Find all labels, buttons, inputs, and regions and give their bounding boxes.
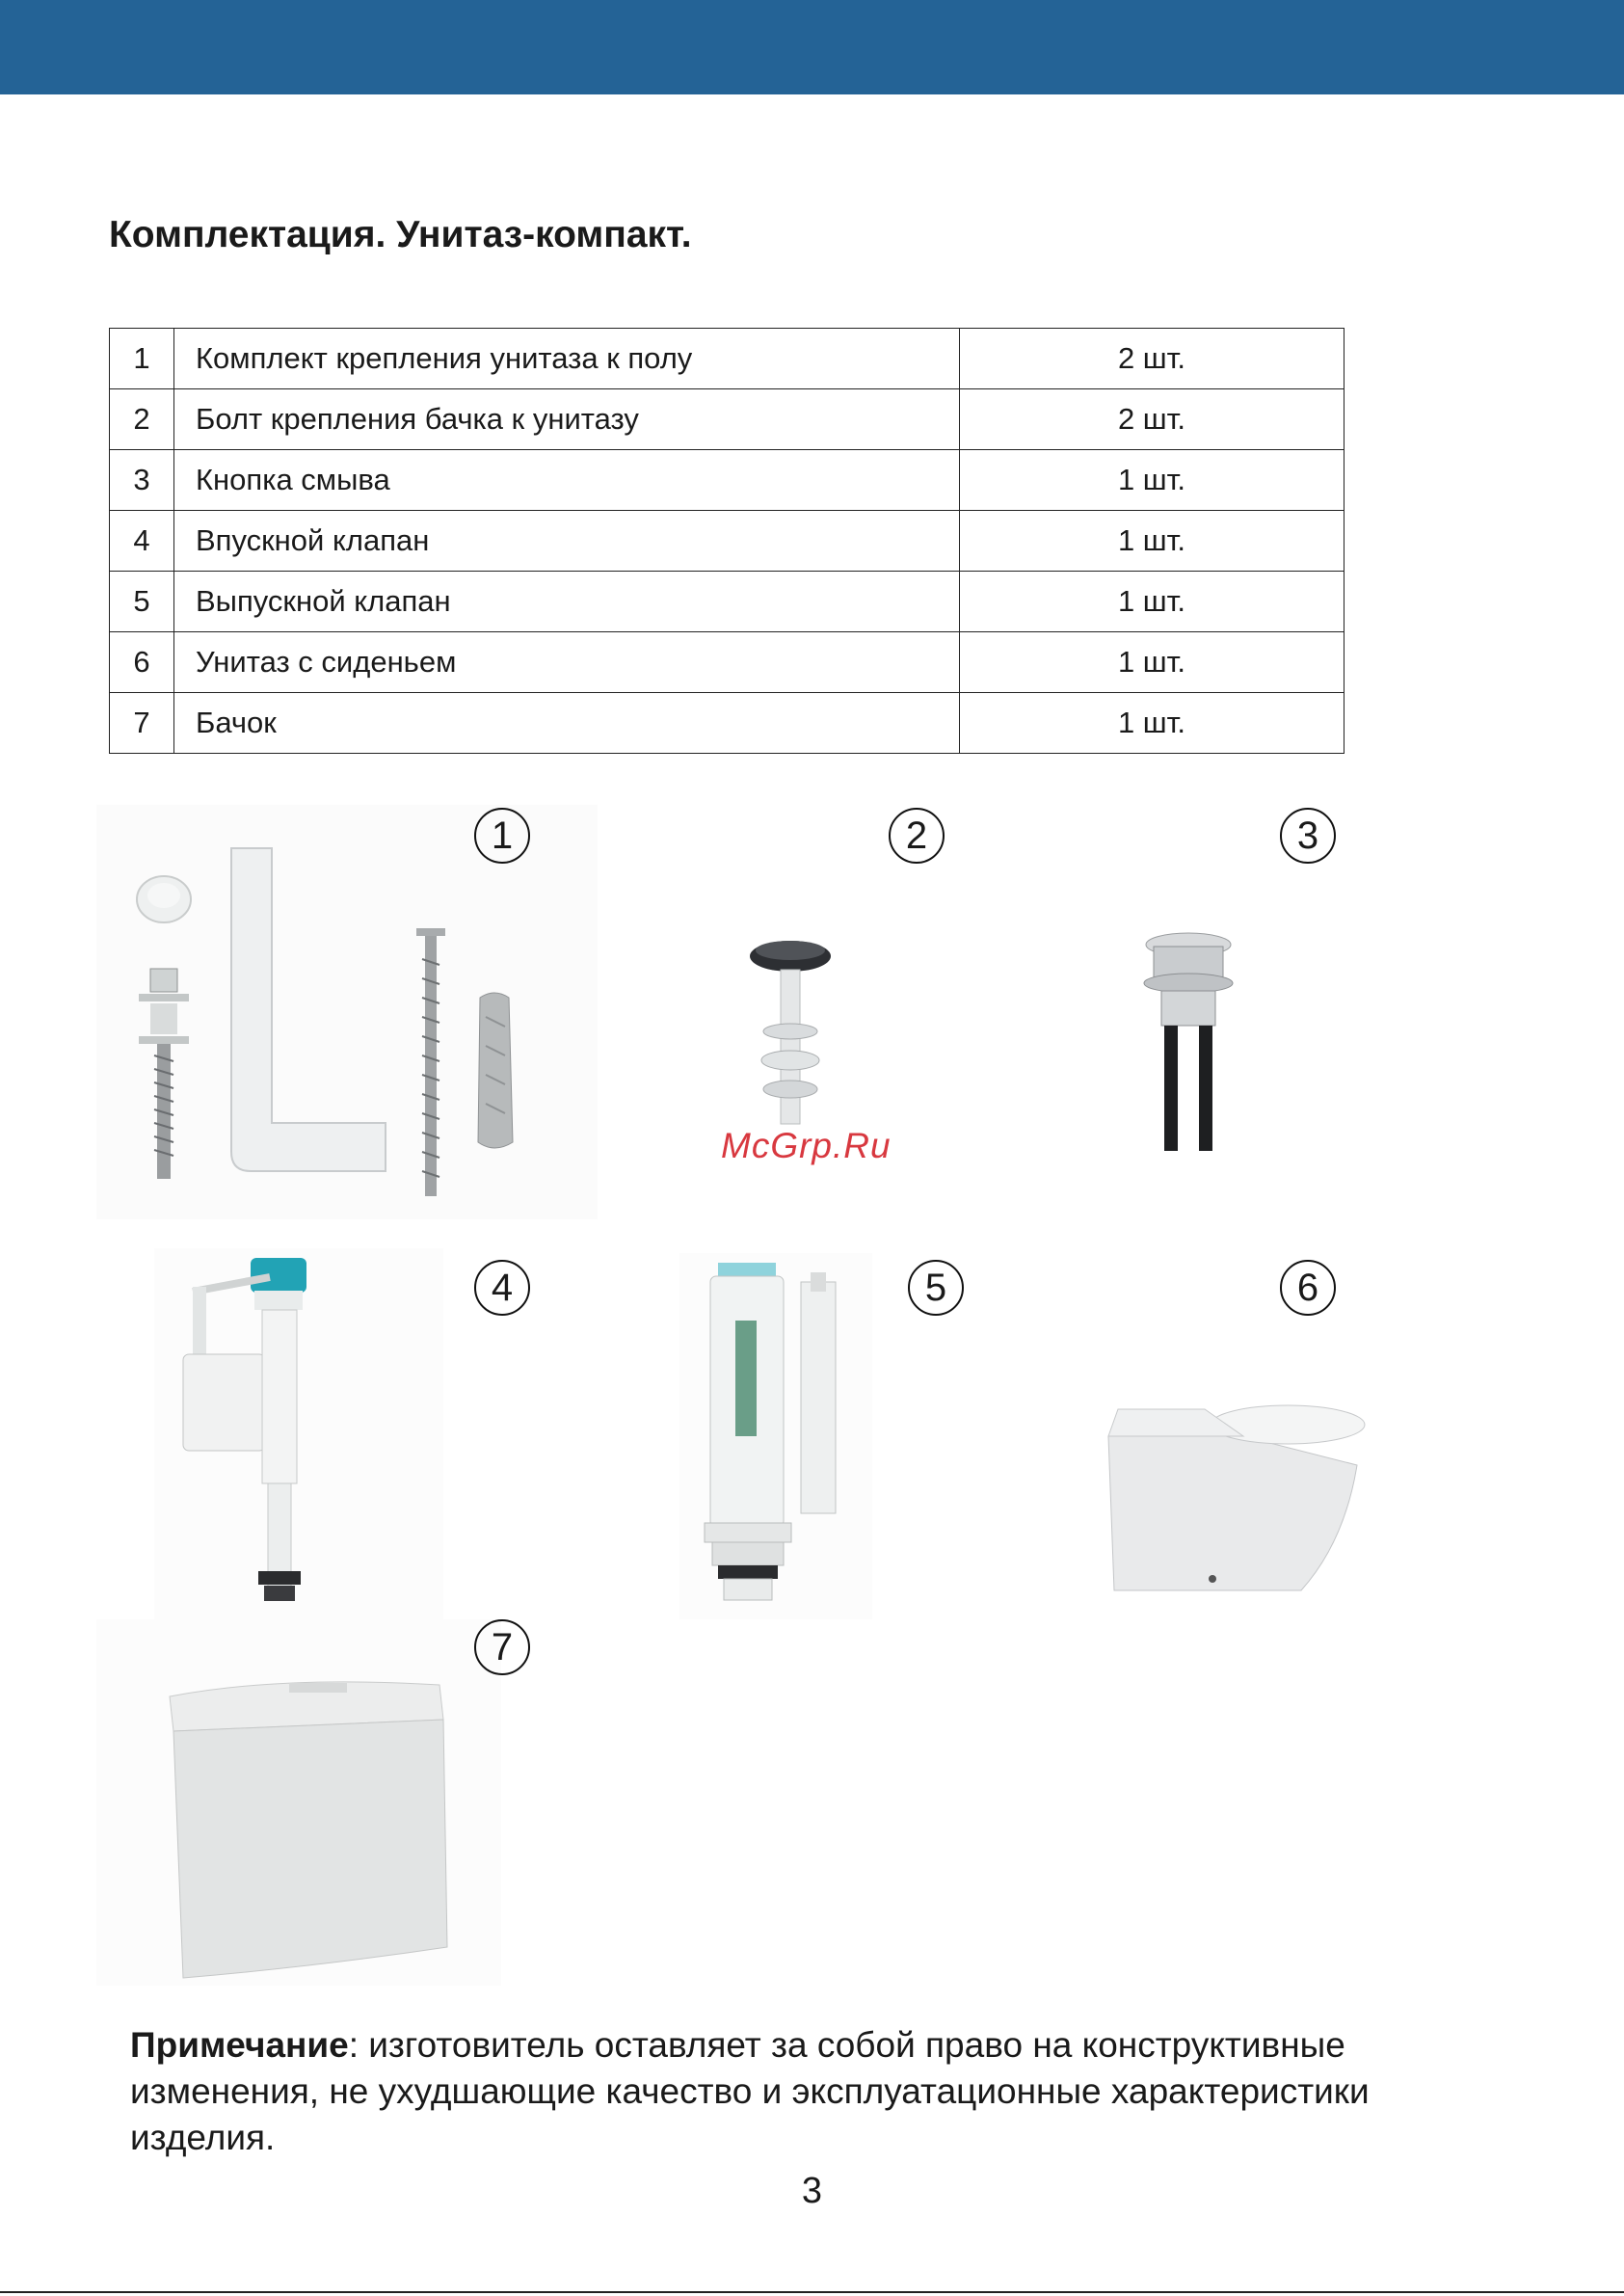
row-quantity: 1 шт.	[960, 511, 1344, 572]
callout-7: 7	[474, 1619, 530, 1675]
outlet-valve-image	[679, 1253, 872, 1619]
table-row	[110, 572, 1344, 632]
row-number: 1	[110, 329, 174, 389]
row-name: Впускной клапан	[174, 511, 960, 572]
row-quantity: 1 шт.	[960, 632, 1344, 693]
callout-6: 6	[1280, 1260, 1336, 1316]
table-row	[110, 632, 1344, 693]
row-name: Болт крепления бачка к унитазу	[174, 389, 960, 450]
table-row	[110, 511, 1344, 572]
note-text: : изготовитель оставляет за собой право на конструктивные изменения, не ухудшающие качество и эксплуатационные характеристики изделия.	[130, 2025, 1370, 2157]
table-row	[110, 693, 1344, 754]
toilet-with-seat-image	[1099, 1398, 1369, 1600]
callout-5: 5	[908, 1260, 964, 1316]
row-name: Бачок	[174, 693, 960, 754]
note-paragraph	[130, 2022, 1518, 2161]
note-label: Примечание	[130, 2025, 349, 2065]
row-name: Комплект крепления унитаза к полу	[174, 329, 960, 389]
kit-table	[109, 328, 1344, 754]
table-row	[110, 450, 1344, 511]
row-number: 6	[110, 632, 174, 693]
row-name: Выпускной клапан	[174, 572, 960, 632]
row-quantity: 1 шт.	[960, 450, 1344, 511]
row-number: 2	[110, 389, 174, 450]
page-title: Комплектация. Унитаз-компакт.	[109, 214, 692, 255]
row-number: 3	[110, 450, 174, 511]
cistern-image	[96, 1619, 501, 1986]
table-row	[110, 389, 1344, 450]
row-quantity: 2 шт.	[960, 389, 1344, 450]
row-quantity: 1 шт.	[960, 693, 1344, 754]
callout-1: 1	[474, 808, 530, 864]
callout-3: 3	[1280, 808, 1336, 864]
floor-mounting-kit-image	[96, 805, 598, 1219]
row-quantity: 2 шт.	[960, 329, 1344, 389]
row-quantity: 1 шт.	[960, 572, 1344, 632]
row-name: Унитаз с сиденьем	[174, 632, 960, 693]
row-number: 4	[110, 511, 174, 572]
row-number: 7	[110, 693, 174, 754]
footer-rule	[0, 2291, 1624, 2293]
table-row	[110, 329, 1344, 389]
tank-bolt-image	[723, 925, 858, 1137]
callout-2: 2	[889, 808, 945, 864]
page-number: 3	[801, 2171, 823, 2211]
watermark: McGrp.Ru	[721, 1126, 892, 1165]
callout-4: 4	[474, 1260, 530, 1316]
header-band	[0, 0, 1624, 94]
flush-button-image	[1123, 925, 1258, 1195]
row-name: Кнопка смыва	[174, 450, 960, 511]
row-number: 5	[110, 572, 174, 632]
inlet-valve-image	[154, 1248, 443, 1619]
